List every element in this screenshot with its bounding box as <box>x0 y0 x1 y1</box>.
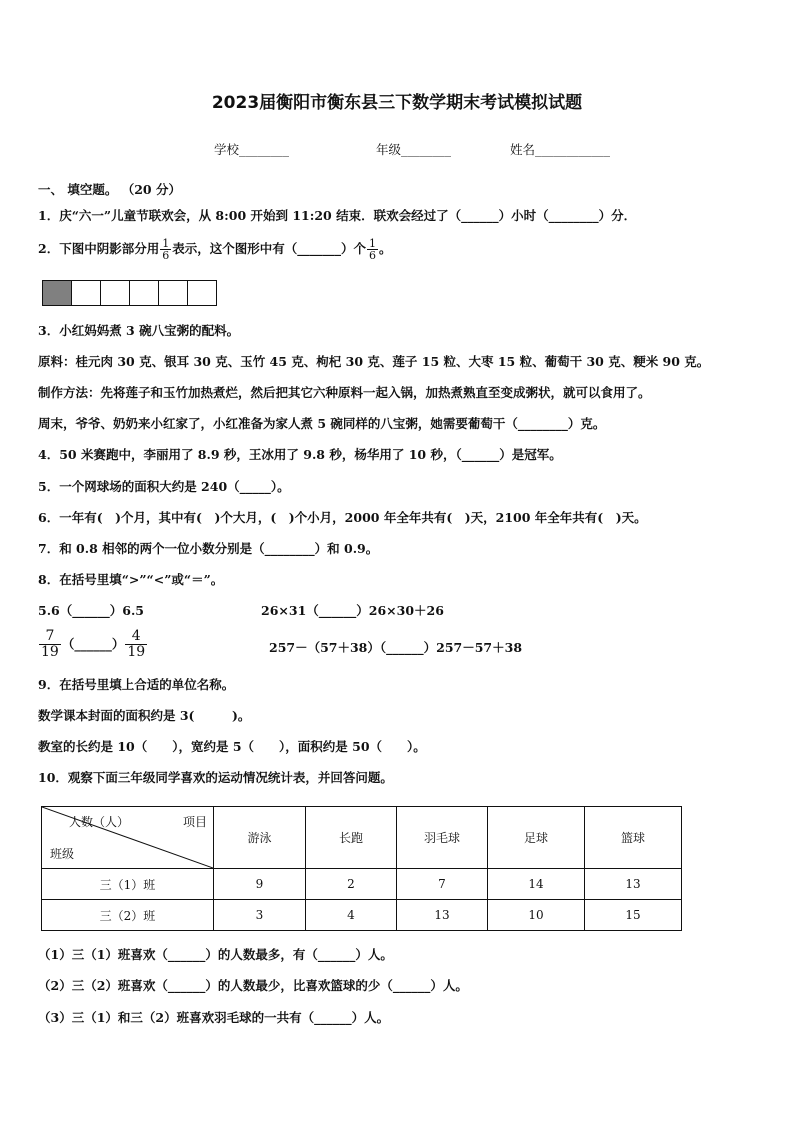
table-cell: 4 <box>306 900 397 931</box>
frac-num: 7 <box>39 629 61 645</box>
strip-cell <box>187 280 217 306</box>
table-cell: 9 <box>214 869 306 900</box>
fraction-7-19 <box>39 629 61 660</box>
col-header: 足球 <box>488 807 585 869</box>
frac-den: 19 <box>41 644 59 660</box>
q10-sub-1: （1）三（1）班喜欢（______）的人数最多，有（______）人。 <box>38 947 393 962</box>
corner-item: 项目 <box>182 815 207 829</box>
frac-num: 4 <box>125 629 147 645</box>
table-cell: 13 <box>397 900 488 931</box>
grade-field[interactable]: 年级________ <box>376 142 452 157</box>
frac-num: 1 <box>162 237 170 250</box>
question-3: 3．小红妈妈煮 3 碗八宝粥的配料。 <box>38 323 240 338</box>
question-9: 9．在括号里填上合适的单位名称。 <box>38 677 235 692</box>
table-cell: 10 <box>488 900 585 931</box>
fraction-one-sixth <box>160 238 171 261</box>
strip-cell <box>129 280 159 306</box>
table-cell: 3 <box>214 900 306 931</box>
q9-item-a: 数学课本封面的面积约是 3( )。 <box>38 708 251 723</box>
question-2 <box>38 238 391 261</box>
col-header: 长跑 <box>306 807 397 869</box>
table-row <box>42 900 682 931</box>
q3-method: 制作方法：先将莲子和玉竹加热煮烂，然后把其它六种原料一起入锅，加热煮熟直至变成粥状，就可以食用了。 <box>38 385 651 400</box>
col-header: 游泳 <box>214 807 306 869</box>
question-5: 5．一个网球场的面积大约是 240（_____）。 <box>38 479 290 494</box>
table-cell: 2 <box>306 869 397 900</box>
fraction-4-19 <box>125 629 147 660</box>
q8-item-b: 26×31（______）26×30＋26 <box>261 603 444 618</box>
q10-sub-2: （2）三（2）班喜欢（______）的人数最少，比喜欢篮球的少（______）人。 <box>38 978 468 993</box>
question-8: 8．在括号里填“>”“<”或“＝”。 <box>38 572 224 587</box>
q3-question: 周末，爷爷、奶奶来小红家了，小红准备为家人煮 5 碗同样的八宝粥，她需要葡萄干（________）克。 <box>38 416 606 431</box>
q8-c-blank: （______） <box>61 636 125 652</box>
table-row <box>42 869 682 900</box>
name-field[interactable]: 姓名____________ <box>510 142 611 157</box>
q8-item-d: 257－（57＋38）（______）257－57＋38 <box>269 640 523 655</box>
table-cell: 14 <box>488 869 585 900</box>
q2-text-c: 。 <box>378 241 392 256</box>
q3-ingredients: 原料：桂元肉 30 克、银耳 30 克、玉竹 45 克、枸杞 30 克、莲子 15 粒、大枣 15 粒、葡萄干 30 克、粳米 90 克。 <box>38 354 710 369</box>
strip-cell <box>100 280 130 306</box>
table-corner <box>42 807 214 869</box>
sports-table <box>41 806 682 931</box>
col-header: 羽毛球 <box>397 807 488 869</box>
shaded-strip <box>43 280 217 306</box>
row-label: 三（1）班 <box>42 869 214 900</box>
frac-den: 6 <box>162 249 170 262</box>
strip-cell <box>158 280 188 306</box>
q2-text-b: 表示，这个图形中有（_______）个 <box>172 241 366 256</box>
strip-cell-shaded <box>42 280 72 306</box>
corner-people: 人数（人） <box>69 815 130 829</box>
table-cell: 15 <box>585 900 682 931</box>
q2-text-a: 2．下图中阴影部分用 <box>38 241 160 256</box>
question-1: 1．庆“六一”儿童节联欢会，从 8:00 开始到 11:20 结束．联欢会经过了（______）小时（________）分． <box>38 208 637 223</box>
corner-class: 班级 <box>50 847 75 861</box>
q10-sub-3: （3）三（1）和三（2）班喜欢羽毛球的一共有（______）人。 <box>38 1010 390 1025</box>
frac-den: 6 <box>368 249 376 262</box>
table-cell: 7 <box>397 869 488 900</box>
row-label: 三（2）班 <box>42 900 214 931</box>
frac-num: 1 <box>368 237 376 250</box>
school-field[interactable]: 学校________ <box>214 142 290 157</box>
col-header: 篮球 <box>585 807 682 869</box>
fraction-one-sixth-2 <box>367 238 378 261</box>
question-10: 10．观察下面三年级同学喜欢的运动情况统计表，并回答问题。 <box>38 770 393 785</box>
table-cell: 13 <box>585 869 682 900</box>
q8-item-c <box>38 629 148 660</box>
q9-item-b: 教室的长约是 10（ ），宽约是 5（ ），面积约是 50（ ）。 <box>38 739 426 754</box>
question-7: 7．和 0.8 相邻的两个一位小数分别是（________）和 0.9。 <box>38 541 379 556</box>
section-heading: 一、 填空题。 （20 分） <box>38 182 181 197</box>
question-6: 6．一年有( )个月，其中有( )个大月，( )个小月，2000 年全年共有( )天，2100 年全年共有( )天。 <box>38 510 647 525</box>
strip-cell <box>71 280 101 306</box>
q8-item-a: 5.6（______）6.5 <box>38 603 144 618</box>
frac-den: 19 <box>127 644 146 660</box>
question-4: 4．50 米赛跑中，李丽用了 8.9 秒，王冰用了 9.8 秒，杨华用了 10 秒，（______）是冠军。 <box>38 447 562 462</box>
page-title: 2023届衡阳市衡东县三下数学期末考试模拟试题 <box>211 93 583 113</box>
